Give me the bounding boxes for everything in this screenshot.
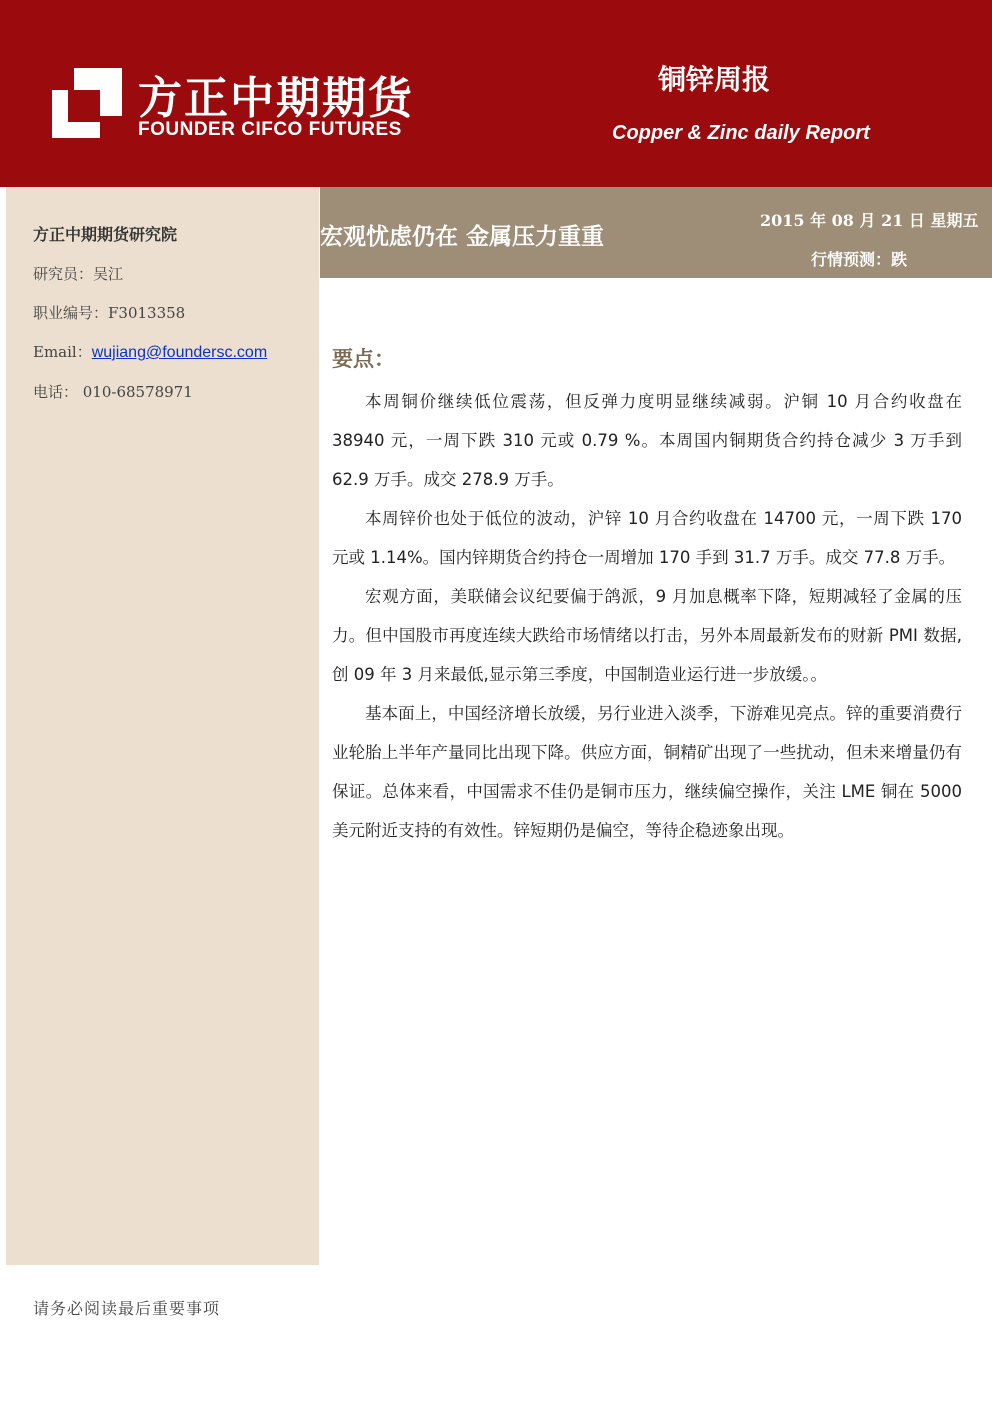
paragraph-fundamentals: 基本面上，中国经济增长放缓，另行业进入淡季，下游难见亮点。锌的重要消费行业轮胎上半年产量同比出现下降。供应方面，铜精矿出现了一些扰动，但未来增量仍有保证。总体来看，中国需求不佳仍是铜市压力，继续偏空操作，关注 LME 铜在 5000 美元附近支持的有效性。锌短期仍是偏空，等待企稳迹象出现。	[332, 704, 962, 840]
disclaimer-note: 请务必阅读最后重要事项	[33, 1299, 221, 1318]
report-date: 2015 年 08 月 21 日 星期五	[760, 211, 979, 230]
email-line	[33, 341, 267, 362]
key-points-body	[332, 382, 962, 850]
report-title-cn: 铜锌周报	[658, 63, 771, 96]
founder-logo-icon	[52, 68, 122, 138]
phone-line: 电话： 010-68578971	[33, 383, 193, 401]
logo-text-en: FOUNDER CIFCO FUTURES	[138, 119, 402, 140]
market-forecast: 行情预测：跌	[811, 250, 908, 269]
report-headline: 宏观忧虑仍在 金属压力重重	[320, 224, 605, 250]
institute-name: 方正中期期货研究院	[33, 225, 178, 244]
email-label: Email：	[33, 343, 92, 361]
paragraph-macro: 宏观方面，美联储会议纪要偏于鸽派，9 月加息概率下降，短期减轻了金属的压力。但中国股市再度连续大跌给市场情绪以打击，另外本周最新发布的财新 PMI 数据,创 09 年 3 月来最低,显示第三季度，中国制造业运行进一步放缓。。	[332, 587, 962, 684]
researcher-name: 研究员：吴江	[33, 265, 124, 283]
license-number: 职业编号：F3013358	[33, 304, 186, 322]
key-points-heading: 要点：	[332, 347, 395, 371]
paragraph-copper: 本周铜价继续低位震荡，但反弹力度明显继续减弱。沪铜 10 月合约收盘在 38940 元，一周下跌 310 元或 0.79 %。本周国内铜期货合约持仓减少 3 万手到 62.9 万手。成交 278.9 万手。	[332, 392, 962, 489]
paragraph-zinc: 本周锌价也处于低位的波动，沪锌 10 月合约收盘在 14700 元，一周下跌 170 元或 1.14%。国内锌期货合约持仓一周增加 170 手到 31.7 万手。成交 77.8 万手。	[332, 509, 962, 567]
report-title-en: Copper & Zinc daily Report	[612, 122, 870, 144]
email-link[interactable]: wujiang@foundersc.com	[91, 344, 268, 361]
report-header	[0, 0, 992, 187]
logo-text-cn: 方正中期期货	[138, 73, 414, 124]
